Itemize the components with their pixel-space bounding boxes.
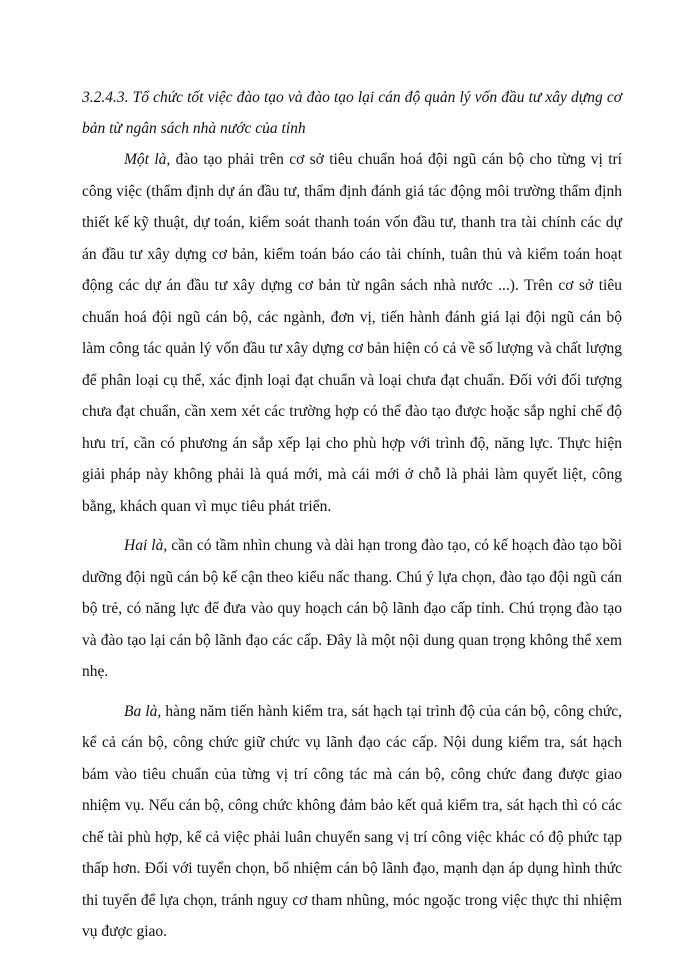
paragraph-three-lead: Ba là, [124, 702, 162, 720]
paragraph-three [82, 696, 622, 948]
paragraph-three-text: hàng năm tiến hành kiểm tra, sát hạch tại trình độ của cán bộ, công chức, kể cả cán bộ, công chức giữ chức vụ lãnh đạo các cấp. Nội dung kiểm tra, sát hạch bám vào tiêu chuẩn của từng vị trí công tác mà cán bộ, công chức đang được giao nhiệm vụ. Nếu cán bộ, công chức không đảm bảo kết quả kiểm tra, sát hạch thì có các chế tài phù hợp, kể cả việc phải luân chuyển sang vị trí công việc khác có độ phức tạp thấp hơn. Đối với tuyển chọn, bổ nhiệm cán bộ lãnh đạo, mạnh dạn áp dụng hình thức thi tuyển để lựa chọn, tránh nguy cơ tham nhũng, móc ngoặc trong việc thực thi nhiệm vụ được giao. [82, 702, 622, 940]
section-heading: 3.2.4.3. Tổ chức tốt việc đào tạo và đào tạo lại cán độ quản lý vốn đầu tư xây dựng cơ bản từ ngân sách nhà nước của tỉnh [82, 89, 622, 137]
paragraph-two-lead: Hai là, [124, 537, 168, 554]
paragraph-one-text: đào tạo phải trên cơ sở tiêu chuẩn hoá đội ngũ cán bộ cho từng vị trí công việc (thẩm định dự án đầu tư, thẩm định đánh giá tác động môi trường thẩm định thiết kế kỹ thuật, dự toán, kiểm soát thanh toán vốn đầu tư, thanh tra tài chính các dự án đầu tư xây dựng cơ bản, kiểm toán báo cáo tài chính, tuân thủ và kiểm toán hoạt động các dự án đầu tư xây dựng cơ bản từ ngân sách nhà nước ...). Trên cơ sở tiêu chuẩn hoá đội ngũ cán bộ, các ngành, đơn vị, tiến hành đánh giá lại đội ngũ cán bộ làm công tác quản lý vốn đầu tư xây dựng cơ bản hiện có cả về số lượng và chất lượng để phân loại cụ thể, xác định loại đạt chuẩn và loại chưa đạt chuẩn. Đối với đối tượng chưa đạt chuẩn, cần xem xét các trường hợp có thể đào tạo được hoặc sắp nghỉ chế độ hưu trí, cần có phương án sắp xếp lại cho phù hợp với trình độ, năng lực. Thực hiện giải pháp này không phải là quá mới, mà cái mới ở chỗ là phải làm quyết liệt, công bằng, khách quan vì mục tiêu phát triển. [82, 151, 622, 515]
paragraph-one [82, 144, 622, 522]
document-body [82, 82, 622, 948]
paragraph-two-text: cần có tầm nhìn chung và dài hạn trong đào tạo, có kế hoạch đào tạo bồi dưỡng đội ngũ cán bộ kế cận theo kiểu nấc thang. Chú ý lựa chọn, đào tạo đội ngũ cán bộ trẻ, có năng lực để đưa vào quy hoạch cán bộ lãnh đạo cấp tỉnh. Chú trọng đào tạo và đào tạo lại cán bộ lãnh đạo các cấp. Đây là một nội dung quan trọng không thể xem nhẹ. [82, 537, 623, 680]
paragraph-one-lead: Một là, [124, 151, 171, 168]
paragraph-two [82, 530, 622, 688]
